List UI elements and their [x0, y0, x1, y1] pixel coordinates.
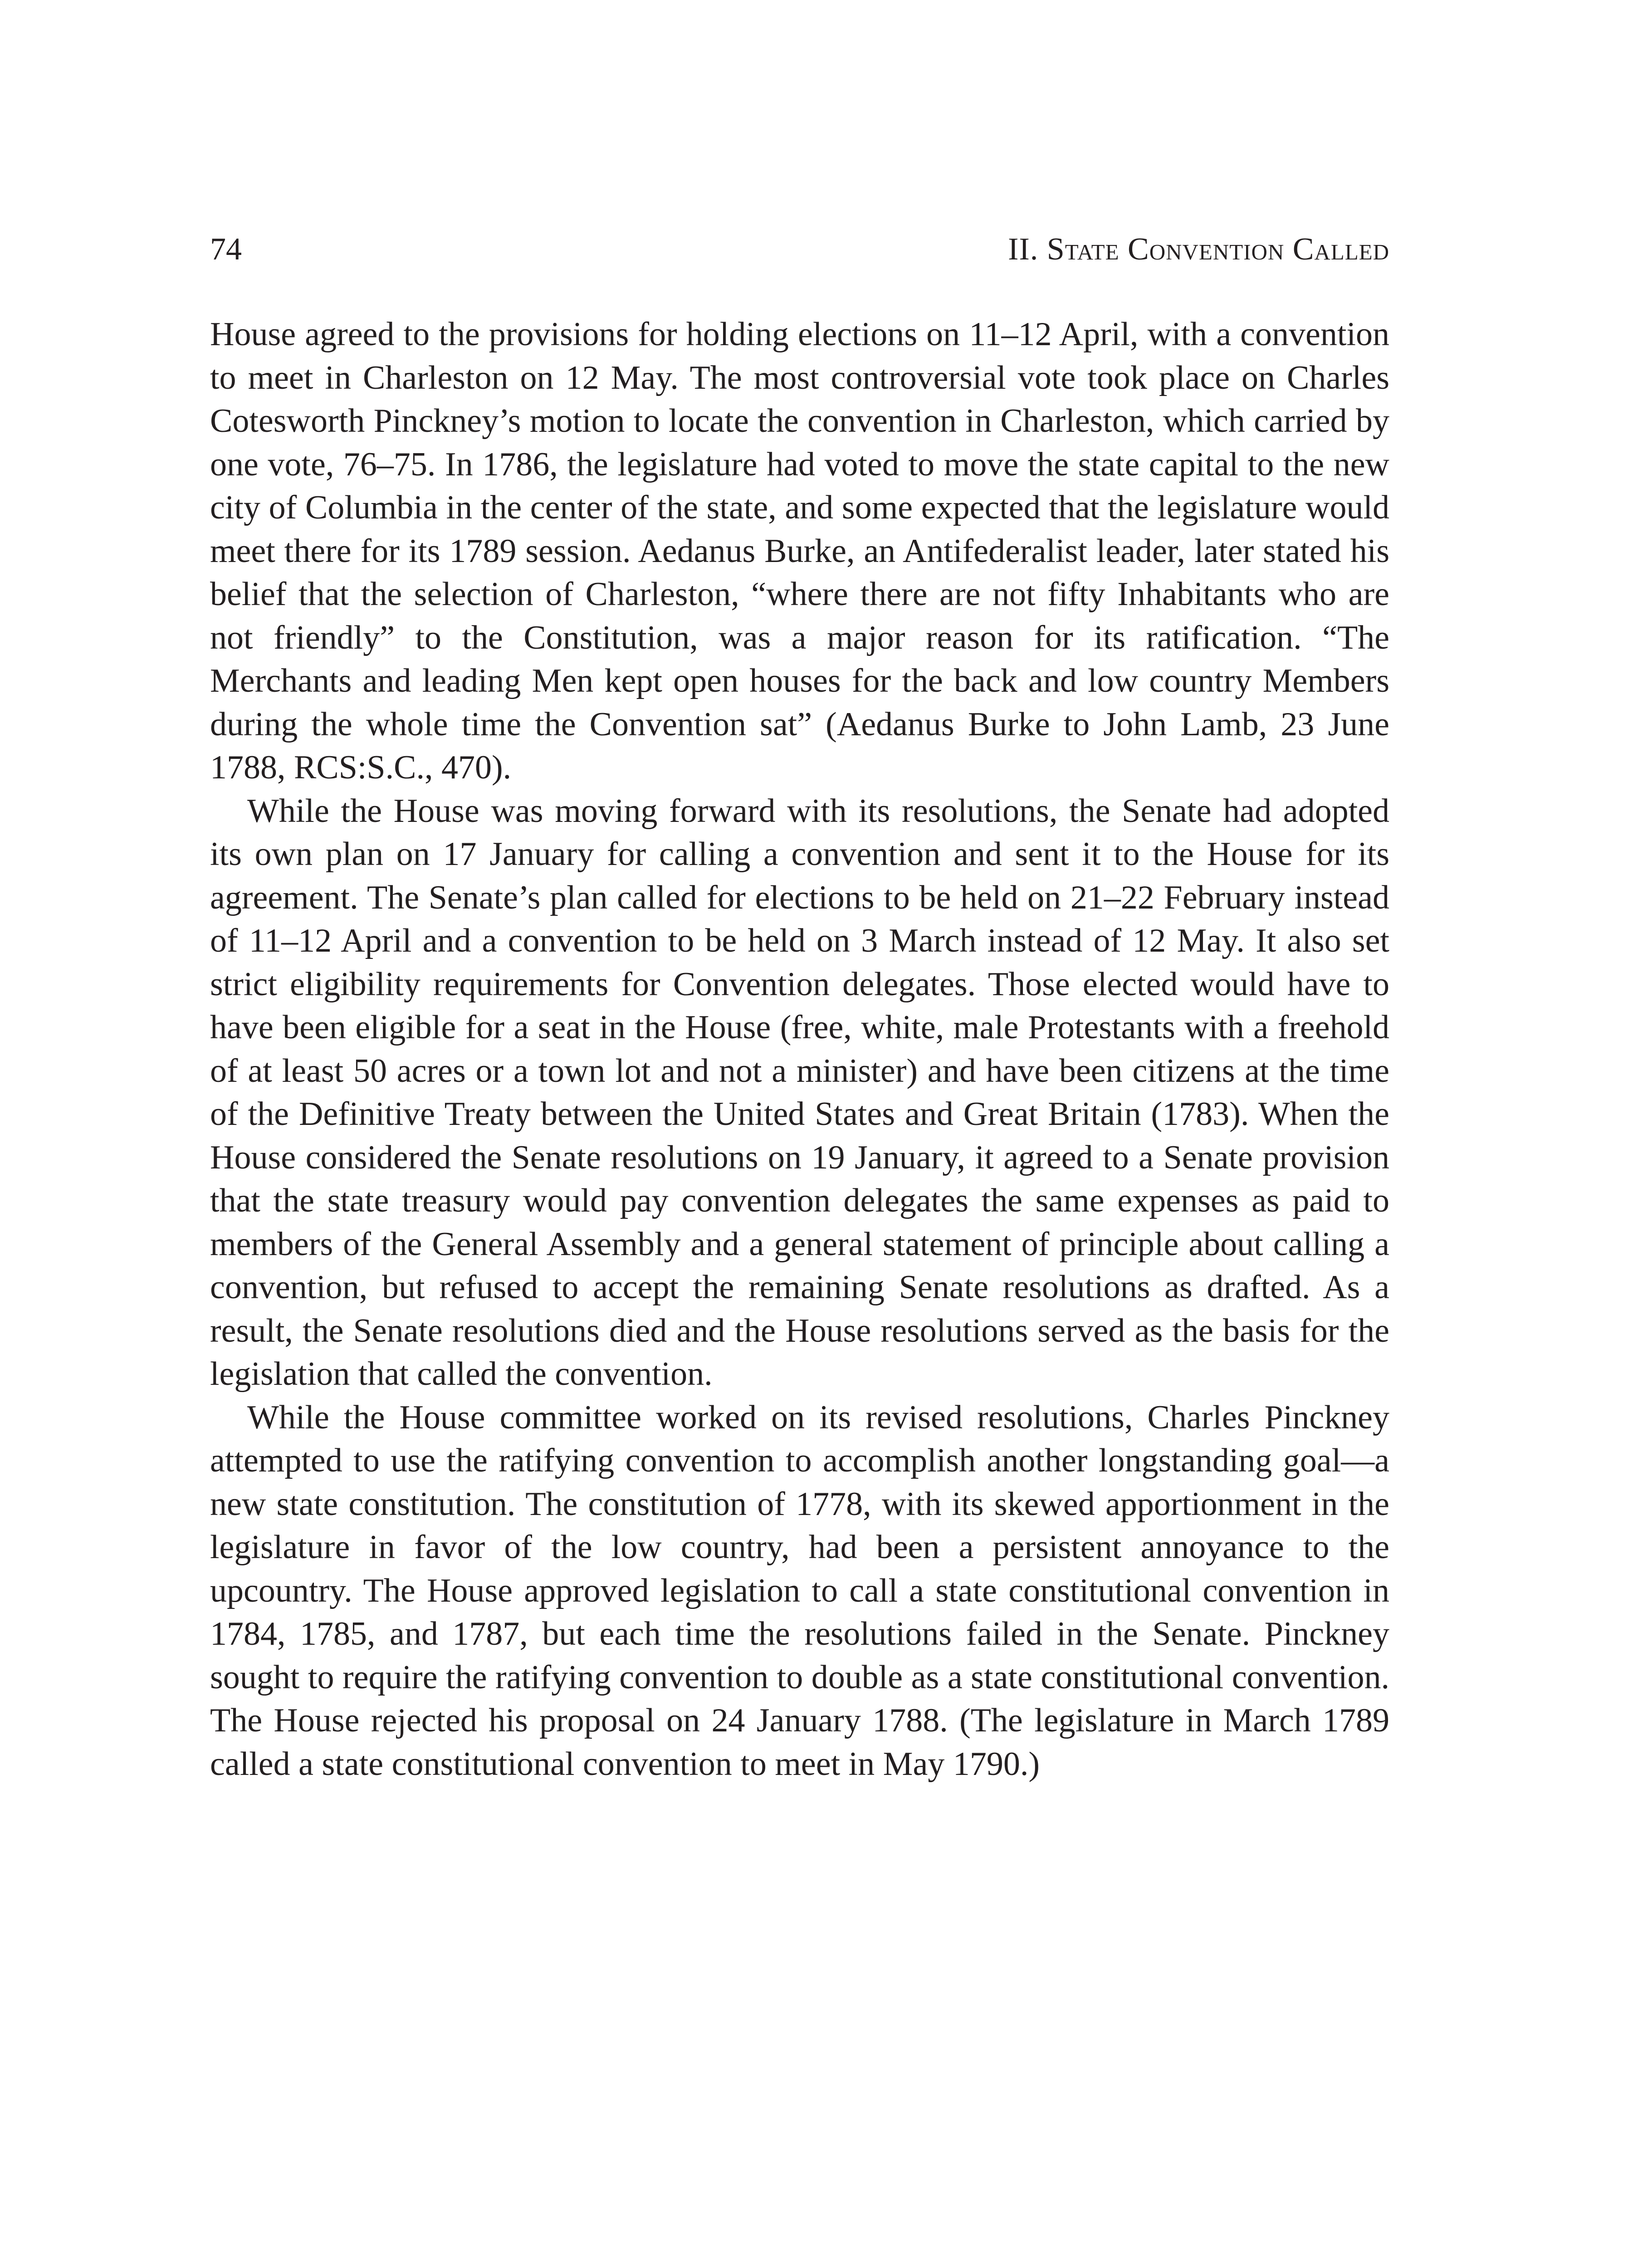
- page-number: 74: [210, 232, 242, 267]
- paragraph-senate-plan: While the House was moving forward with its resolutions, the Senate had adopted its own plan on 17 January for calling a convention and sent it to the House for its agreement. The Senate’s plan called for elections to be held on 21–22 February instead of 11–12 April and a convention to be held on 3 March instead of 12 May. It also set strict eligibility requirements for Convention delegates. Those elected would have to have been eligible for a seat in the House (free, white, male Protestants with a freehold of at least 50 acres or a town lot and not a minister) and have been citizens at the time of the Definitive Treaty between the United States and Great Britain (1783). When the House considered the Senate resolutions on 19 January, it agreed to a Senate provision that the state treasury would pay convention delegates the same expenses as paid to members of the General Assembly and a general statement of principle about calling a convention, but refused to accept the remaining Senate resolutions as drafted. As a result, the Senate resolutions died and the House resolutions served as the basis for the legislation that called the convention.: [210, 792, 1389, 1393]
- paragraph-continued: House agreed to the provisions for holding elections on 11–12 April, with a convention to meet in Charleston on 12 May. The most controversial vote took place on Charles Cotesworth Pinckney’s motion to locate the convention in Charleston, which carried by one vote, 76–75. In 1786, the legislature had voted to move the state capital to the new city of Columbia in the center of the state, and some expected that the legislature would meet there for its 1789 session. Aedanus Burke, an Antifederalist leader, later stated his belief that the selection of Charleston, “where there are not fifty Inhabitants who are not friendly” to the Constitution, was a major reason for its ratification. “The Merchants and leading Men kept open houses for the back and low country Members during the whole time the Convention sat” (Aedanus Burke to John Lamb, 23 June 1788, RCS:S.C., 470).: [210, 316, 1389, 786]
- running-head: [210, 229, 1389, 270]
- section-title: II. State Convention Called: [1008, 232, 1389, 267]
- paragraph-state-constitution: While the House committee worked on its revised resolutions, Charles Pinckney attempted to use the ratifying convention to accomplish another longstanding goal—a new state constitution. The constitution of 1778, with its skewed apportionment in the legislature in favor of the low country, had been a persistent annoyance to the upcountry. The House approved legislation to call a state constitutional convention in 1784, 1785, and 1787, but each time the resolutions failed in the Senate. Pinckney sought to require the ratifying convention to double as a state constitutional convention. The House rejected his proposal on 24 January 1788. (The legislature in March 1789 called a state constitutional convention to meet in May 1790.): [210, 1398, 1389, 1783]
- body-text: [210, 313, 1389, 1786]
